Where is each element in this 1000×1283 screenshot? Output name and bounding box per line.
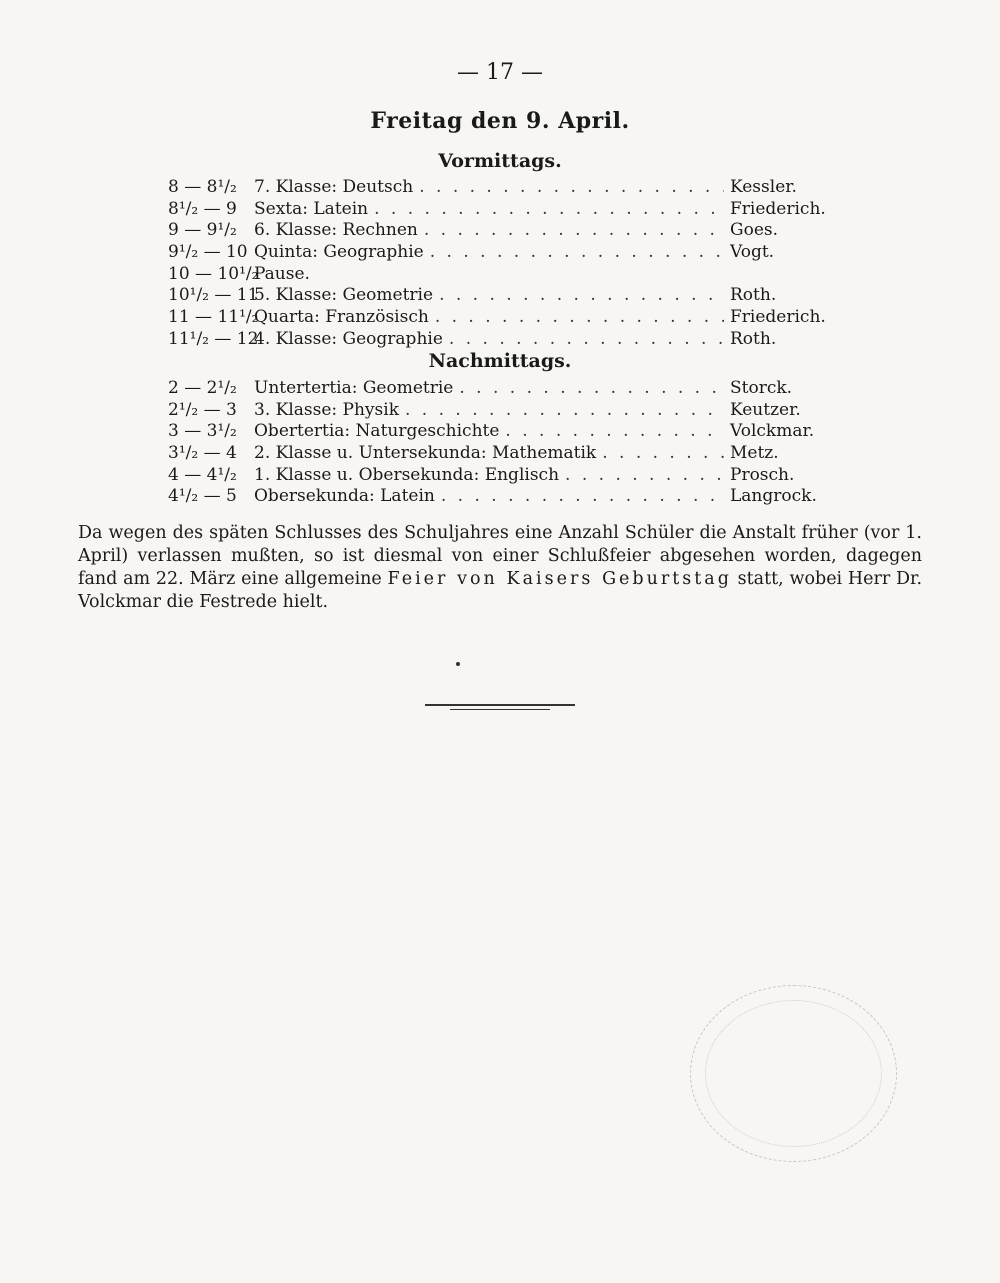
time-slot: 10 — 10¹/₂ [168, 263, 259, 284]
afternoon-schedule [168, 377, 817, 507]
dot-leader [435, 307, 724, 327]
schedule-row [168, 399, 808, 421]
class-subject: Untertertia: Geometrie [254, 377, 454, 398]
teacher-name: Roth. [730, 328, 777, 349]
schedule-row [168, 328, 808, 350]
time-slot: 4 — 4¹/₂ [168, 464, 237, 485]
schedule-row [168, 198, 826, 220]
afternoon-heading: Nachmittags. [428, 350, 572, 372]
teacher-name: Friederich. [730, 198, 826, 219]
time-slot: 8 — 8¹/₂ [168, 176, 237, 197]
note-text: Da wegen des späten Schlusses des Schuljahres eine Anzahl Schüler die Anstalt früher (vor 1. April) verlassen mußten, so ist diesmal von einer Schlußfeier abgesehen worden, dagegen fand am 22. März eine allgemeine [78, 523, 922, 589]
dot-leader [565, 465, 724, 485]
teacher-name: Goes. [730, 220, 779, 241]
schedule-row [168, 219, 808, 241]
teacher-name: Storck. [730, 377, 793, 398]
day-heading: Freitag den 9. April. [370, 108, 630, 134]
dot-leader [430, 242, 724, 262]
dot-leader [405, 400, 724, 420]
teacher-name: Roth. [730, 285, 777, 306]
time-slot: 9 — 9¹/₂ [168, 220, 237, 241]
teacher-name: Friederich. [730, 306, 826, 327]
note-text-end: statt, wobei Herr Dr. Volckmar die Festrede hielt. [78, 569, 923, 612]
time-slot: 11 — 11¹/₂ [168, 306, 259, 327]
ornament-dot [456, 662, 460, 666]
schedule-row [168, 176, 808, 198]
dot-leader [424, 220, 724, 240]
class-subject: 3. Klasse: Physik [254, 399, 399, 420]
time-slot: 3 — 3¹/₂ [168, 421, 237, 442]
time-slot: 10¹/₂ — 11 [168, 285, 259, 306]
class-subject: 2. Klasse u. Untersekunda: Mathematik [254, 442, 597, 463]
class-subject: 1. Klasse u. Obersekunda: Englisch [254, 464, 560, 485]
teacher-name: Volckmar. [730, 421, 815, 442]
teacher-name: Prosch. [730, 464, 795, 485]
teacher-name: Metz. [730, 442, 779, 463]
class-subject: 7. Klasse: Deutsch [254, 176, 414, 197]
class-subject: 4. Klasse: Geographie [254, 328, 443, 349]
teacher-name: Kessler. [730, 176, 797, 197]
schedule-row [168, 263, 808, 285]
schedule-row [168, 464, 808, 486]
class-subject: Obertertia: Naturgeschichte [254, 421, 500, 442]
class-subject: Obersekunda: Latein [254, 486, 435, 507]
dot-leader [505, 421, 724, 441]
schedule-row [168, 485, 817, 507]
closing-note [78, 522, 922, 614]
dot-leader [441, 486, 724, 506]
class-subject: Quarta: Französisch [254, 306, 429, 327]
schedule-row [168, 306, 826, 328]
time-slot: 11¹/₂ — 12 [168, 328, 259, 349]
faded-stamp [690, 985, 897, 1162]
time-slot: 8¹/₂ — 9 [168, 198, 237, 219]
teacher-name: Langrock. [730, 486, 817, 507]
schedule-row [168, 241, 808, 263]
dot-leader [374, 199, 724, 219]
page-number: — 17 — [457, 60, 543, 85]
dot-leader [602, 443, 724, 463]
class-subject: Quinta: Geographie [254, 241, 424, 262]
schedule-row [168, 442, 808, 464]
class-subject: Sexta: Latein [254, 198, 369, 219]
schedule-row [168, 377, 808, 399]
teacher-name: Vogt. [730, 241, 775, 262]
schedule-row [168, 284, 808, 306]
schedule-row [168, 420, 815, 442]
time-slot: 3¹/₂ — 4 [168, 442, 237, 463]
class-subject: 5. Klasse: Geometrie [254, 285, 434, 306]
time-slot: 9¹/₂ — 10 [168, 241, 248, 262]
dot-leader [459, 378, 724, 398]
dot-leader [419, 177, 724, 197]
closing-rule [425, 704, 575, 713]
note-spaced-text: Feier von Kaisers Geburtstag [387, 569, 732, 589]
morning-schedule [168, 176, 826, 350]
time-slot: 2 — 2¹/₂ [168, 377, 237, 398]
dot-leader [449, 329, 724, 349]
class-subject: 6. Klasse: Rechnen [254, 220, 418, 241]
time-slot: 2¹/₂ — 3 [168, 399, 237, 420]
class-subject: Pause. [254, 263, 310, 284]
time-slot: 4¹/₂ — 5 [168, 486, 237, 507]
dot-leader [439, 285, 724, 305]
teacher-name: Keutzer. [730, 399, 801, 420]
morning-heading: Vormittags. [438, 150, 562, 172]
